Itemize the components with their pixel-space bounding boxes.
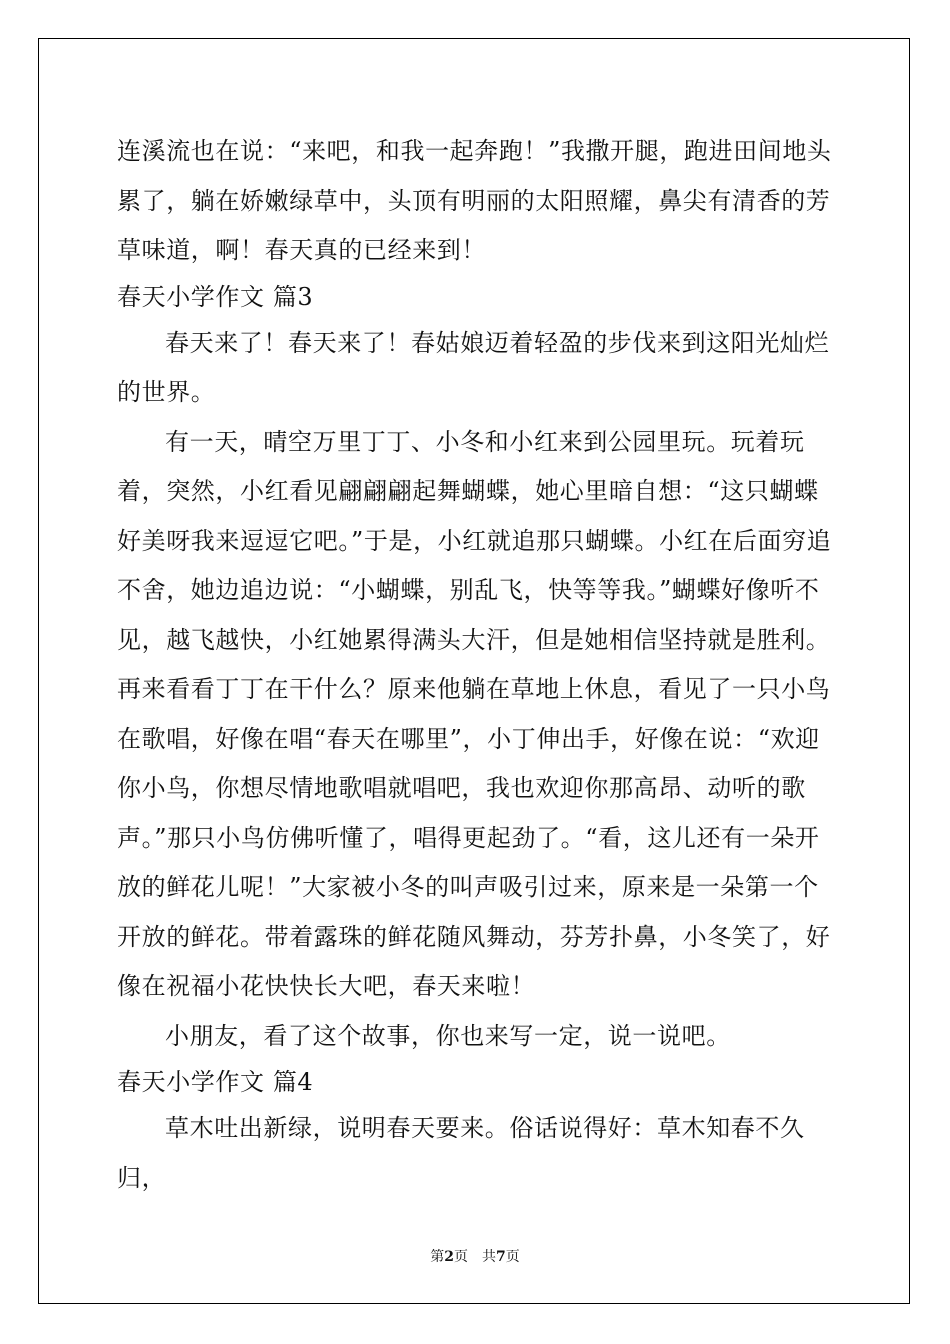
page-footer <box>0 1246 950 1266</box>
footer-middle: 页 共 <box>454 1249 496 1265</box>
section-heading-3: 春天小学作文 篇3 <box>117 282 314 311</box>
paragraph: 春天来了！春天来了！春姑娘迈着轻盈的步伐来到这阳光灿烂的世界。 <box>117 328 830 406</box>
section-heading-4: 春天小学作文 篇4 <box>117 1068 314 1096</box>
document-body <box>117 127 837 1203</box>
paragraph-continued: 连溪流也在说：“来吧，和我一起奔跑！”我撒开腿，跑进田间地头累了，躺在娇嫩绿草中，头顶有明丽的太阳照耀，鼻尖有清香的芳草味道，啊！春天真的已经来到！ <box>117 137 832 264</box>
paragraph: 草木吐出新绿，说明春天要来。俗话说得好：草木知春不久归， <box>117 1114 805 1192</box>
footer-prefix: 第 <box>430 1249 445 1265</box>
current-page-number: 2 <box>444 1249 454 1265</box>
paragraph: 小朋友，看了这个故事，你也来写一定，说一说吧。 <box>165 1021 731 1050</box>
paragraph: 有一天，晴空万里丁丁、小冬和小红来到公园里玩。玩着玩着，突然，小红看见翩翩翩起舞蝴蝶，她心里暗自想：“这只蝴蝶好美呀我来逗逗它吧。”于是，小红就追那只蝴蝶。小红在后面穷追不舍，她边追边说：“小蝴蝶，别乱飞，快等等我。”蝴蝶好像听不见，越飞越快，小红她累得满头大汗，但是她相信坚持就是胜利。再来看看丁丁在干什么？原来他躺在草地上休息，看见了一只小鸟在歌唱，好像在唱“春天在哪里”，小丁伸出手，好像在说：“欢迎你小鸟，你想尽情地歌唱就唱吧，我也欢迎你那高昂、动听的歌声。”那只小鸟仿佛听懂了，唱得更起劲了。“看，这儿还有一朵开放的鲜花儿呢！”大家被小冬的叫声吸引过来，原来是一朵第一个开放的鲜花。带着露珠的鲜花随风舞动，芬芳扑鼻，小冬笑了，好像在祝福小花快快长大吧，春天来啦！ <box>117 427 832 1000</box>
total-page-number: 7 <box>496 1249 506 1265</box>
footer-suffix: 页 <box>505 1249 520 1265</box>
